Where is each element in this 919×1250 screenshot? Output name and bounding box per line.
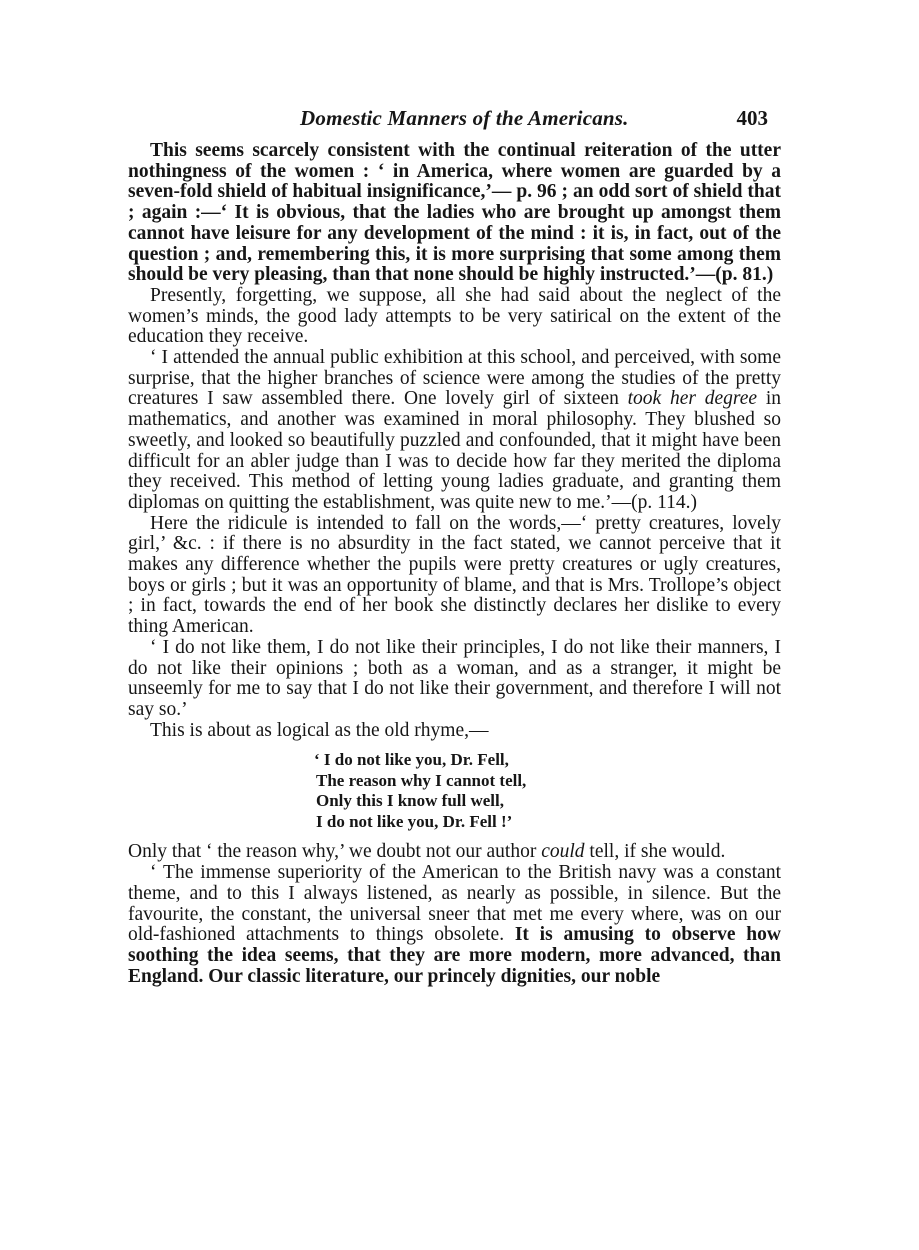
verse-line: ‘ I do not like you, Dr. Fell, [314,750,509,770]
paragraph-p4 [128,514,781,638]
text-segment: Here the ridicule is intended to fall on the words,—‘ pretty creatures, lovely girl,’ &c. : if there is no absurdity in the fact stated, we cannot perceive that it makes any difference whether the pupils were pretty creatures or ugly creatures, boys or girls ; but it was an opportunity of blame, and that is Mrs. Trollope’s object ; in fact, towards the end of her book she distinctly declares her dislike to every thing American. [128,512,781,638]
text-segment: It is amusing to observe how soothing the idea seems, that they are more modern, more advanced, than England. Our classic literature, our princely dignities, our noble [128,924,781,987]
page-header [290,106,770,138]
text-segment: could [541,841,585,863]
text-segment: in mathematics, and another was examined in moral philosophy. They blushed so sweetly, and looked so beautifully puzzled and confounded, that it might have been difficult for an abler judge than I was to decide how far they merited the diploma they received. This method of letting young ladies graduate, and granting them diplomas on quitting the establishment, was quite new to me.’—(p. 114.) [128,388,781,513]
text-segment: ‘ I attended the annual public exhibition at this school, and perceived, with some surprise, that the higher branches of science were among the studies of the pretty creatures I saw assembled there. One lovely girl of sixteen [128,347,781,410]
paragraph-p2 [128,286,781,348]
body-text [128,141,781,987]
text-segment: This seems scarcely consistent with the continual reiteration of the utter nothingness of the women : ‘ in America, where women are guarded by a seven-fold shield of habitual insignificance,’— p. 96 ; an odd sort of shield that ; again :—‘ It is obvious, that the ladies who are brought up amongst them cannot have leisure for any development of the mind : it is, in fact, out of the question ; and, remembering this, it is more surprising that some among them should be very pleasing, than that none should be highly instructed.’—(p. 81.) [128,140,781,286]
text-segment: This is about as logical as the old rhyme,— [150,719,489,741]
running-title: Domestic Manners of the Americans. [300,106,629,130]
verse-line: I do not like you, Dr. Fell !’ [316,811,513,831]
paragraphs-before-verse [128,141,781,741]
page-number: 403 [736,106,768,130]
text-segment: ‘ The immense superiority of the American to the British navy was a constant theme, and to this I always listened, as nearly as possible, in silence. But the favourite, the constant, the universal sneer that met me every where, was on our old-fashioned attachments to things obsolete. [128,862,781,946]
verse-line: Only this I know full well, [316,791,504,811]
text-segment: took her degree [627,388,758,410]
text-segment: ‘ I do not like them, I do not like their principles, I do not like their manners, I do not like their opinions ; both as a woman, and as a stranger, it might be unseemly for me to say that I do not like their government, and therefore I will not say so.’ [128,636,781,720]
paragraph-p8 [128,863,781,987]
text-segment: Presently, forgetting, we suppose, all she had said about the neglect of the women’s minds, the good lady attempts to be very satirical on the extent of the education they receive. [128,284,781,348]
paragraphs-after-verse [128,842,781,987]
verse-line: The reason why I cannot tell, [316,770,527,790]
paragraph-p3 [128,348,781,514]
text-segment: Only that ‘ the reason why,’ we doubt not our author [128,841,542,863]
paragraph-p1 [128,141,781,286]
text-segment: tell, if she would. [584,841,726,863]
verse-quotation [314,750,781,832]
paragraph-p5 [128,638,781,721]
paragraph-p6 [128,721,781,742]
paragraph-p7 [128,842,781,863]
